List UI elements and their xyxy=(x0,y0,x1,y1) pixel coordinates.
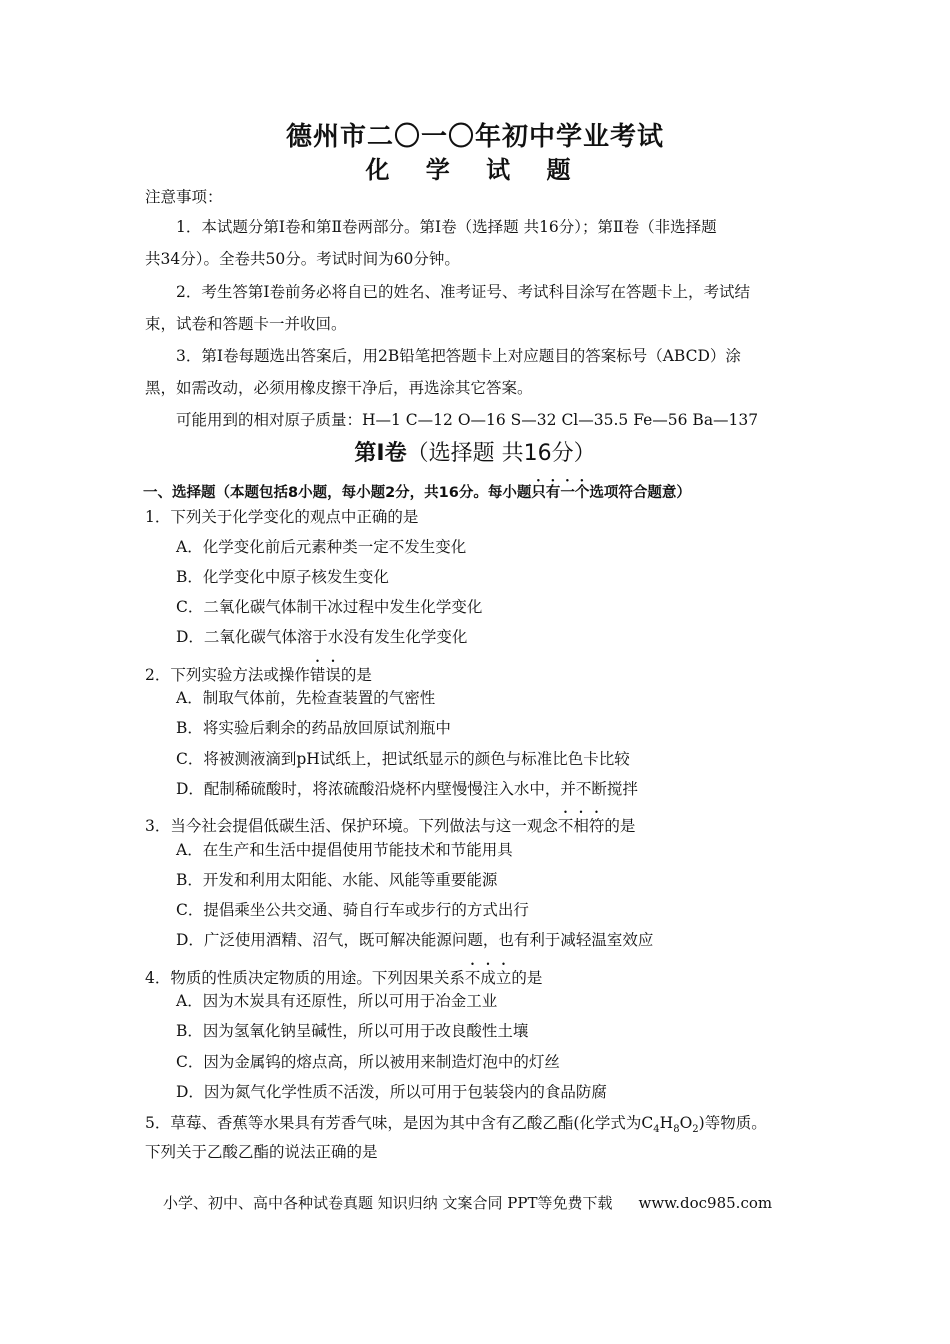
question-4-option-c: C．因为金属钨的熔点高，所以被用来制造灯泡中的灯丝 xyxy=(176,1053,560,1071)
notice-item-2-line1: 2．考生答第Ⅰ卷前务必将自已的姓名、准考证号、考试科目涂写在答题卡上，考试结 xyxy=(176,283,750,301)
question-4-stem xyxy=(145,960,810,989)
question-1-option-c: C．二氧化碳气体制干冰过程中发生化学变化 xyxy=(176,598,483,616)
question-2-option-c: C．将被测液滴到pH试纸上，把试纸显示的颜色与标准比色卡比较 xyxy=(176,750,630,768)
question-5-stem-line1 xyxy=(145,1112,810,1141)
formula-h: H xyxy=(659,1114,674,1132)
footer-text: 小学、初中、高中各种试卷真题 知识归纳 文案合同 PPT等免费下载 xyxy=(163,1194,613,1212)
formula-subscript-c: 4 xyxy=(653,1124,660,1136)
question-4-option-a: A．因为木炭具有还原性，所以可用于冶金工业 xyxy=(176,992,498,1010)
footer-url[interactable]: www.doc985.com xyxy=(638,1194,773,1212)
question-5-stem-line2: 下列关于乙酸乙酯的说法正确的是 xyxy=(145,1143,378,1161)
exam-title: 德州市二〇一〇年初中学业考试 xyxy=(285,122,664,152)
question-2-stem-emphasis: 错误 xyxy=(309,666,341,684)
formula-o: O xyxy=(679,1114,693,1132)
formula-subscript-h: 8 xyxy=(673,1124,680,1136)
section-title xyxy=(0,436,950,467)
question-2-option-a: A．制取气体前，先检查装置的气密性 xyxy=(176,689,436,707)
notice-item-1-line1: 1．本试题分第Ⅰ卷和第Ⅱ卷两部分。第Ⅰ卷（选择题 共16分）；第Ⅱ卷（非选择题 xyxy=(176,218,717,236)
question-4-option-d: D．因为氮气化学性质不活泼，所以可用于包装袋内的食品防腐 xyxy=(176,1083,607,1101)
notice-label: 注意事项： xyxy=(145,188,223,206)
question-2-stem xyxy=(145,657,810,686)
question-1-stem-text: 1．下列关于化学变化的观点中正确的是 xyxy=(145,508,419,526)
question-3-stem-post: 的是 xyxy=(604,817,636,835)
section-heading-pre: 一、选择题（本题包括8小题，每小题2分，共16分。每小题 xyxy=(143,485,532,501)
notice-item-3-line1: 3．第Ⅰ卷每题选出答案后，用2B铅笔把答题卡上对应题目的答案标号（ABCD）涂 xyxy=(176,347,741,365)
question-3-option-a: A．在生产和生活中提倡使用节能技术和节能用具 xyxy=(176,841,513,859)
footer xyxy=(163,1192,772,1213)
question-3-stem-emphasis: 不相符 xyxy=(557,817,605,835)
question-5-stem-pre: 5．草莓、香蕉等水果具有芳香气味，是因为其中含有乙酸乙酯(化学式为C xyxy=(145,1114,654,1132)
question-3-option-b: B．开发和利用太阳能、水能、风能等重要能源 xyxy=(176,871,498,889)
notice-item-1-line2: 共34分）。全卷共50分。考试时间为60分钟。 xyxy=(145,250,460,268)
atomic-masses: 可能用到的相对原子质量：H—1 C—12 O—16 S—32 Cl—35.5 Fe—56 Ba—137 xyxy=(176,411,759,429)
question-4-option-b: B．因为氢氧化钠呈碱性，所以可用于改良酸性土壤 xyxy=(176,1022,529,1040)
question-5-stem-post: )等物质。 xyxy=(698,1114,767,1132)
question-3-option-c: C．提倡乘坐公共交通、骑自行车或步行的方式出行 xyxy=(176,901,529,919)
question-3-stem-pre: 3．当今社会提倡低碳生活、保护环境。下列做法与这一观念 xyxy=(145,817,558,835)
section-heading-emphasis: 只有一个 xyxy=(531,485,590,501)
question-4-stem-emphasis: 不成立 xyxy=(464,969,512,987)
section-title-rest: （选择题 共16分） xyxy=(406,441,596,466)
notice-item-2-line2: 束，试卷和答题卡一并收回。 xyxy=(145,315,347,333)
notice-item-3-line2: 黑，如需改动，必须用橡皮擦干净后，再选涂其它答案。 xyxy=(145,379,533,397)
section-heading-post: 选项符合题意） xyxy=(589,485,691,501)
section-title-bold: 第Ⅰ卷 xyxy=(354,441,407,466)
section-heading xyxy=(143,477,808,504)
question-1-option-a: A．化学变化前后元素种类一定不发生变化 xyxy=(176,538,467,556)
formula-subscript-o: 2 xyxy=(692,1124,699,1136)
question-1-option-d: D．二氧化碳气体溶于水没有发生化学变化 xyxy=(176,628,468,646)
question-4-stem-post: 的是 xyxy=(511,969,543,987)
question-1-option-b: B．化学变化中原子核发生变化 xyxy=(176,568,389,586)
question-3-option-d: D．广泛使用酒精、沼气，既可解决能源问题，也有利于减轻温室效应 xyxy=(176,931,654,949)
exam-subtitle: 化 学 试 题 xyxy=(365,156,585,184)
question-3-stem xyxy=(145,808,810,837)
question-2-option-b: B．将实验后剩余的药品放回原试剂瓶中 xyxy=(176,719,451,737)
question-1-stem xyxy=(145,506,810,528)
question-2-stem-pre: 2．下列实验方法或操作 xyxy=(145,666,310,684)
question-4-stem-pre: 4．物质的性质决定物质的用途。下列因果关系 xyxy=(145,969,465,987)
question-2-option-d: D．配制稀硫酸时，将浓硫酸沿烧杯内壁慢慢注入水中，并不断搅拌 xyxy=(176,780,638,798)
question-2-stem-post: 的是 xyxy=(340,666,372,684)
